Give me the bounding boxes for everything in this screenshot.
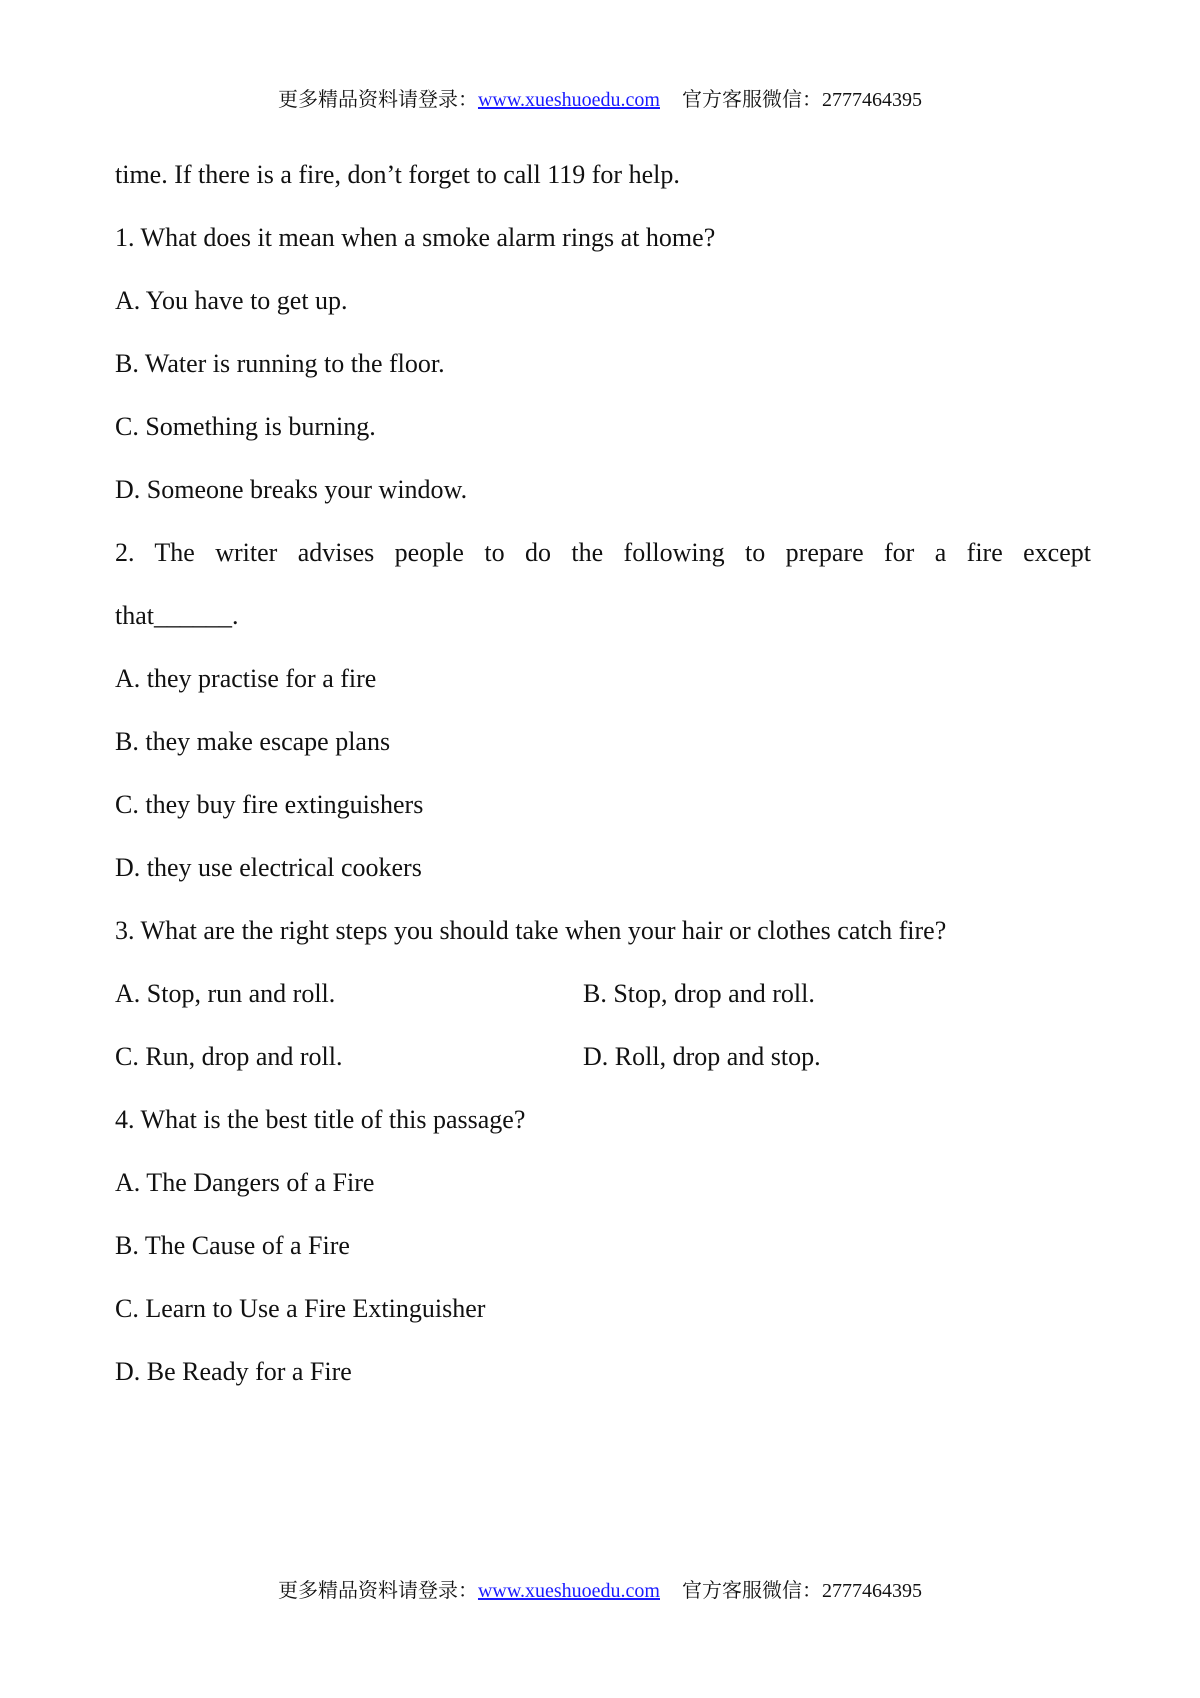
- question-2-option-a: A. they practise for a fire: [115, 664, 377, 693]
- footer-service-contact: 官方客服微信：2777464395: [682, 1580, 922, 1602]
- page-header: [0, 87, 1200, 113]
- question-1-stem: 1. What does it mean when a smoke alarm rings at home?: [115, 223, 716, 252]
- question-1-option-b: B. Water is running to the floor.: [115, 349, 445, 378]
- question-2-stem-line-2: that______.: [115, 601, 239, 630]
- question-1-option-d: D. Someone breaks your window.: [115, 475, 468, 504]
- question-3-stem: 3. What are the right steps you should take when your hair or clothes catch fire?: [115, 916, 947, 945]
- question-4-option-b: B. The Cause of a Fire: [115, 1231, 350, 1260]
- question-3-option-d: D. Roll, drop and stop.: [583, 1042, 821, 1071]
- footer-website-link[interactable]: www.xueshuoedu.com: [477, 1580, 660, 1602]
- passage-end: time. If there is a fire, don’t forget to call 119 for help.: [115, 160, 680, 189]
- question-2-option-b: B. they make escape plans: [115, 727, 391, 756]
- question-4-option-a: A. The Dangers of a Fire: [115, 1168, 375, 1197]
- question-2-option-d: D. they use electrical cookers: [115, 853, 422, 882]
- question-3-option-a: A. Stop, run and roll.: [115, 979, 336, 1008]
- page-footer: [0, 1578, 1200, 1604]
- header-website-link[interactable]: www.xueshuoedu.com: [477, 89, 660, 111]
- question-4-option-c: C. Learn to Use a Fire Extinguisher: [115, 1294, 486, 1323]
- question-1-option-a: A. You have to get up.: [115, 286, 348, 315]
- question-4-option-d: D. Be Ready for a Fire: [115, 1357, 352, 1386]
- question-3-option-b: B. Stop, drop and roll.: [583, 979, 815, 1008]
- question-2-option-c: C. they buy fire extinguishers: [115, 790, 424, 819]
- question-4-stem: 4. What is the best title of this passage?: [115, 1105, 526, 1134]
- question-2-stem-line-1: 2. The writer advises people to do the following to prepare for a fire except: [115, 538, 1091, 567]
- footer-prefix: 更多精品资料请登录：: [277, 1580, 478, 1602]
- header-prefix: 更多精品资料请登录：: [277, 89, 478, 111]
- question-3-option-c: C. Run, drop and roll.: [115, 1042, 343, 1071]
- header-service-contact: 官方客服微信：2777464395: [682, 89, 922, 111]
- question-1-option-c: C. Something is burning.: [115, 412, 376, 441]
